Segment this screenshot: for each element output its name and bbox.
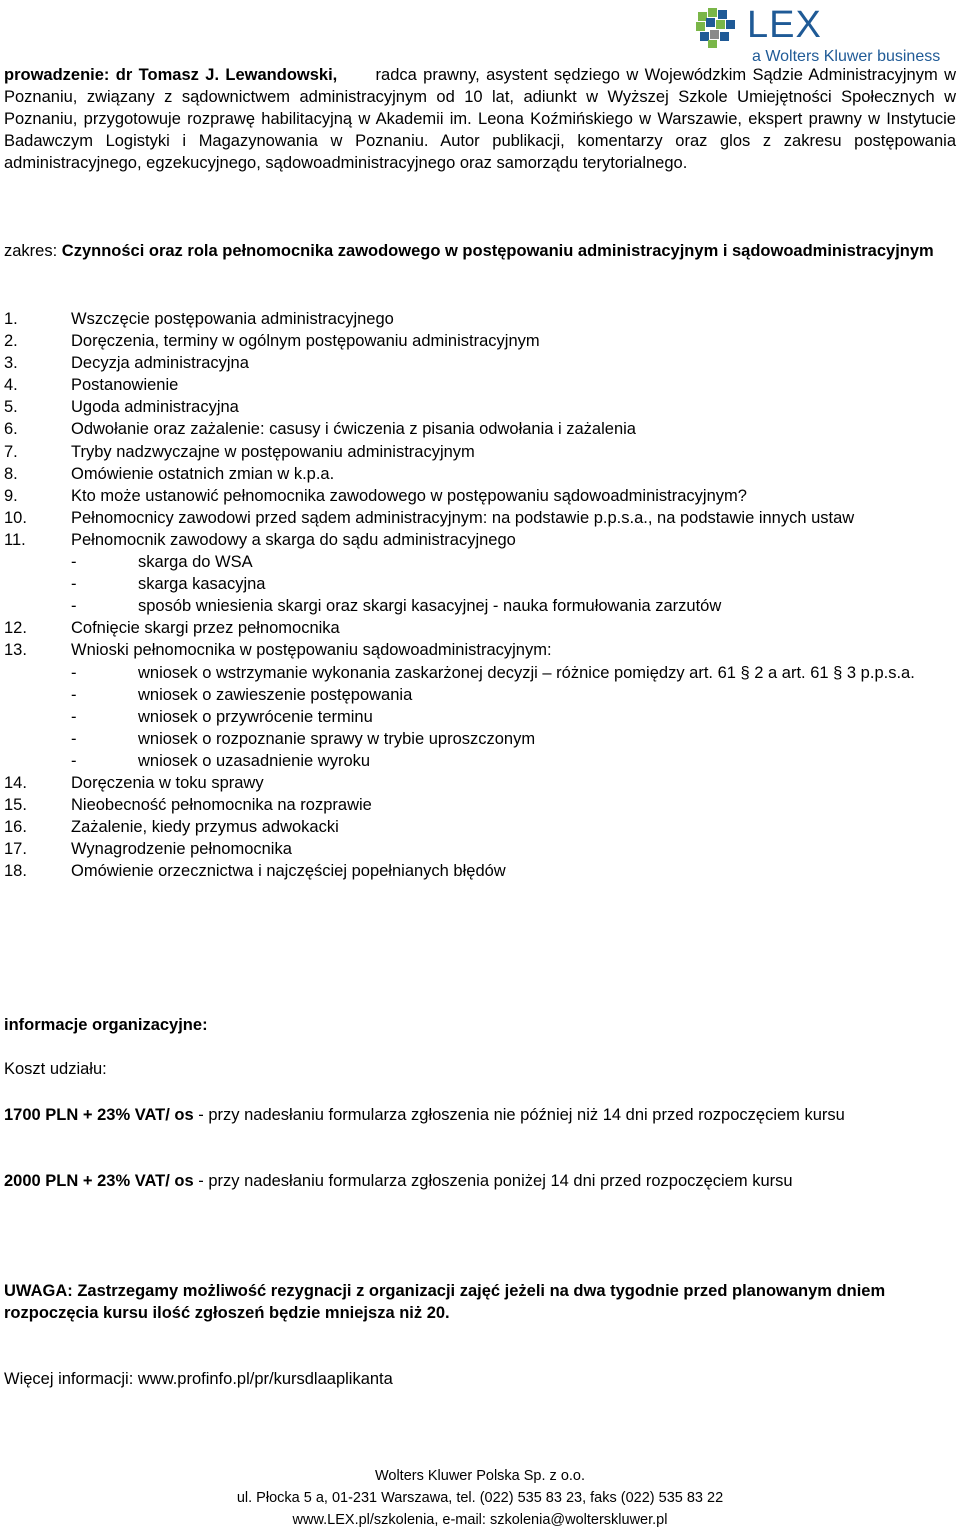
- dash-bullet: -: [71, 663, 77, 682]
- dash-bullet: -: [71, 751, 77, 770]
- topic-number: 7.: [4, 442, 18, 461]
- lecturer-description: radca prawny, asystent sędziego w Wojewódzkim Sądzie Administracyjnym w Poznaniu, związany z sądownictwem administracyjnym od 10 lat, adiunkt w Wyższej Szkole Umiejętności Społecznych w Poznaniu, przygotowuje rozprawę habilitacyjną w Akademii im. Leona Koźmińskiego w Warszawie, ekspert prawny w Instytucie Badawczym Logistyki i Magazynowania w Poznaniu. Autor publikacji, komentarzy oraz glos z zakresu postępowania administracyjnego, egzekucyjnego, sądowoadministracyjnego oraz samorządu terytorialnego.: [4, 66, 956, 172]
- topic-item: [4, 418, 956, 440]
- sub-item-text: wniosek o uzasadnienie wyroku: [138, 751, 371, 770]
- topic-text: Doręczenia w toku sprawy: [71, 773, 264, 792]
- course-scope: [4, 240, 956, 262]
- topic-text: Omówienie orzecznictwa i najczęściej popełnianych błędów: [71, 862, 506, 881]
- sub-item-text: wniosek o zawieszenie postępowania: [138, 685, 413, 704]
- topic-item: [4, 772, 956, 794]
- dash-bullet: -: [71, 685, 77, 704]
- topic-number: 17.: [4, 840, 27, 859]
- topic-item: [4, 838, 956, 860]
- topic-text: Tryby nadzwyczajne w postępowaniu administracyjnym: [71, 442, 475, 461]
- scope-label: zakres:: [4, 242, 58, 260]
- topic-number: 18.: [4, 862, 27, 881]
- dash-bullet: -: [71, 707, 77, 726]
- topic-text: Omówienie ostatnich zmian w k.p.a.: [71, 464, 335, 483]
- topic-item: [4, 330, 956, 352]
- sub-item: [71, 573, 956, 595]
- topic-text: Wynagrodzenie pełnomocnika: [71, 840, 292, 859]
- topic-number: 5.: [4, 398, 18, 417]
- topic-text: Cofnięcie skargi przez pełnomocnika: [71, 619, 340, 638]
- cost-label: Koszt udziału:: [4, 1060, 107, 1078]
- topic-number: 6.: [4, 420, 18, 439]
- sub-list-11: [71, 551, 956, 617]
- price-late-amount: 2000 PLN + 23% VAT/ os: [4, 1172, 194, 1190]
- topic-number: 11.: [4, 530, 26, 549]
- sub-item: [71, 728, 956, 750]
- dash-bullet: -: [71, 575, 77, 594]
- scope-title: Czynności oraz rola pełnomocnika zawodowego w postępowaniu administracyjnym i sądowoadministracyjnym: [61, 242, 934, 260]
- topic-number: 13.: [4, 641, 27, 660]
- sub-item-text: skarga do WSA: [138, 553, 253, 572]
- org-info-title: informacje organizacyjne:: [4, 1016, 208, 1034]
- lecturer-bio: [4, 64, 956, 174]
- topic-number: 2.: [4, 332, 18, 351]
- topic-item: [4, 507, 956, 529]
- price-late: [4, 1170, 864, 1192]
- cancellation-note: UWAGA: Zastrzegamy możliwość rezygnacji z organizacji zajęć jeżeli na dwa tygodnie przed planowanym dniem rozpoczęcia kursu ilość zgłoszeń będzie mniejsza niż 20.: [4, 1282, 886, 1322]
- topic-number: 14.: [4, 773, 27, 792]
- topic-text: Wnioski pełnomocnika w postępowaniu sądowoadministracyjnym:: [71, 641, 552, 660]
- topic-item: [4, 617, 956, 639]
- sub-item: [71, 706, 956, 728]
- topic-number: 8.: [4, 464, 18, 483]
- topic-number: 1.: [4, 310, 18, 328]
- topic-text: Pełnomocnik zawodowy a skarga do sądu administracyjnego: [71, 530, 516, 549]
- sub-item: [71, 684, 956, 706]
- topic-number: 4.: [4, 376, 18, 395]
- sub-item: [71, 662, 956, 684]
- footer-contact: www.LEX.pl/szkolenia, e-mail: szkolenia@wolterskluwer.pl: [292, 1512, 668, 1528]
- topic-number: 3.: [4, 354, 18, 373]
- topic-text: Odwołanie oraz zażalenie: casusy i ćwiczenia z pisania odwołania i zażalenia: [71, 420, 636, 439]
- topic-item: [4, 860, 956, 882]
- topic-text: Pełnomocnicy zawodowi przed sądem administracyjnym: na podstawie p.p.s.a., na podstawie innych ustaw: [71, 508, 855, 527]
- topic-text: Ugoda administracyjna: [71, 398, 239, 417]
- sub-item: [71, 595, 956, 617]
- topic-item: [4, 396, 956, 418]
- topic-item: [4, 816, 956, 838]
- topic-item: [4, 794, 956, 816]
- topic-text: Postanowienie: [71, 376, 179, 395]
- footer-company: Wolters Kluwer Polska Sp. z o.o.: [374, 1468, 586, 1484]
- sub-item-text: sposób wniesienia skargi oraz skargi kasacyjnej - nauka formułowania zarzutów: [138, 597, 722, 616]
- lex-tagline: a Wolters Kluwer business: [752, 48, 941, 65]
- lex-globe-icon: [694, 6, 744, 50]
- footer: [0, 1465, 960, 1531]
- footer-address: ul. Płocka 5 a, 01-231 Warszawa, tel. (022) 535 83 23, faks (022) 535 83 22: [236, 1490, 724, 1506]
- sub-item-text: wniosek o rozpoznanie sprawy w trybie uproszczonym: [138, 729, 536, 748]
- sub-item-text: skarga kasacyjna: [138, 575, 266, 594]
- topic-item: [4, 529, 956, 617]
- topic-number: 9.: [4, 486, 18, 505]
- sub-item-text: wniosek o wstrzymanie wykonania zaskarżonej decyzji – różnice pomiędzy art. 61 § 2 a art. 61 § 3 p.p.s.a.: [138, 663, 915, 682]
- price-early-amount: 1700 PLN + 23% VAT/ os: [4, 1106, 194, 1124]
- topic-text: Wszczęcie postępowania administracyjnego: [71, 310, 394, 328]
- dash-bullet: -: [71, 553, 77, 572]
- sub-item: [71, 750, 956, 772]
- topic-item: [4, 485, 956, 507]
- topic-number: 12.: [4, 619, 27, 638]
- more-info-link[interactable]: Więcej informacji: www.profinfo.pl/pr/kursdlaaplikanta: [4, 1370, 393, 1388]
- topic-item: [4, 308, 956, 330]
- dash-bullet: -: [71, 597, 77, 616]
- lecturer-label: prowadzenie: dr Tomasz J. Lewandowski,: [4, 66, 338, 84]
- topic-text: Decyzja administracyjna: [71, 354, 249, 373]
- topic-item: [4, 639, 956, 772]
- lex-logo: [694, 4, 960, 68]
- dash-bullet: -: [71, 729, 77, 748]
- topic-text: Nieobecność pełnomocnika na rozprawie: [71, 796, 372, 815]
- topic-text: Kto może ustanowić pełnomocnika zawodowego w postępowaniu sądowoadministracyjnym?: [71, 486, 747, 505]
- price-early-condition: - przy nadesłaniu formularza zgłoszenia nie później niż 14 dni przed rozpoczęciem kursu: [193, 1106, 845, 1124]
- topic-text: Zażalenie, kiedy przymus adwokacki: [71, 818, 339, 837]
- topic-number: 15.: [4, 796, 27, 815]
- topic-list: [4, 308, 956, 882]
- topic-item: [4, 352, 956, 374]
- topic-item: [4, 463, 956, 485]
- topic-number: 16.: [4, 818, 27, 837]
- sub-item: [71, 551, 956, 573]
- lex-brand: LEX: [747, 4, 822, 46]
- topic-number: 10.: [4, 508, 27, 527]
- price-early: [4, 1104, 864, 1126]
- topic-text: Doręczenia, terminy w ogólnym postępowaniu administracyjnym: [71, 332, 540, 351]
- topic-item: [4, 374, 956, 396]
- sub-item-text: wniosek o przywrócenie terminu: [138, 707, 373, 726]
- sub-list-13: [71, 662, 956, 772]
- price-late-condition: - przy nadesłaniu formularza zgłoszenia poniżej 14 dni przed rozpoczęciem kursu: [193, 1172, 793, 1190]
- topic-item: [4, 441, 956, 463]
